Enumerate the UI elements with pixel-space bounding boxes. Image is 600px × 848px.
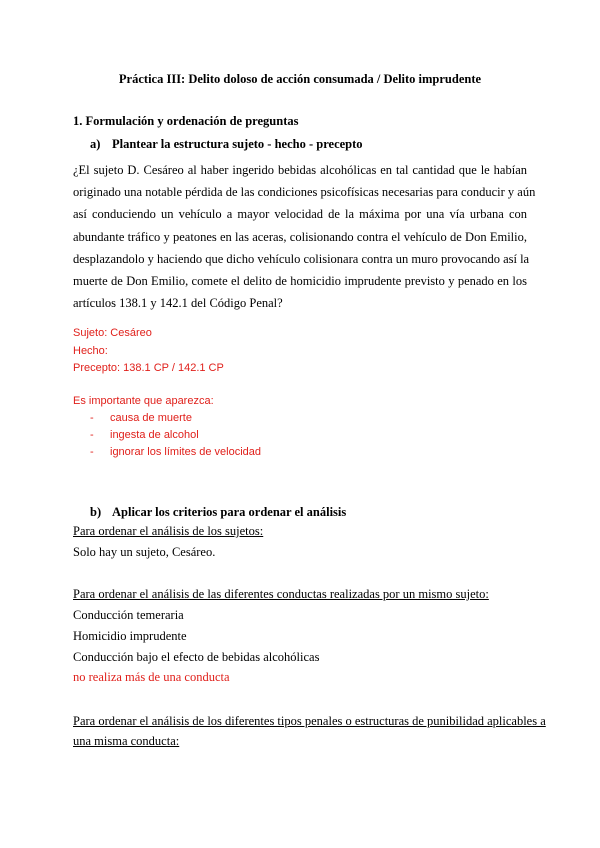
subsection-b-label: b) (90, 505, 102, 519)
bullet-dash: - (90, 446, 94, 458)
page-title: Práctica III: Delito doloso de acción consumada / Delito imprudente (118, 72, 482, 86)
question-line: artículos 138.1 y 142.1 del Código Penal? (73, 296, 283, 311)
question-line: muerte de Don Emilio, comete el delito de homicidio imprudente previsto y penado en los (73, 273, 527, 288)
subsection-a-label: a) (90, 137, 101, 151)
tipos-heading-line2: una misma conducta: (73, 734, 180, 748)
conducta-item: Conducción bajo el efecto de bebidas alcohólicas (73, 650, 320, 664)
subsection-b-heading (90, 505, 346, 520)
question-line: desplazandolo y haciendo que dicho vehículo colisionara contra un muro provocando así la (73, 251, 530, 266)
importante-heading: Es importante que aparezca: (73, 395, 214, 407)
bullet-item: causa de muerte (110, 412, 192, 424)
subsection-a-text: Plantear la estructura sujeto - hecho - precepto (112, 137, 363, 151)
sujetos-text: Solo hay un sujeto, Cesáreo. (73, 545, 216, 559)
sujetos-heading: Para ordenar el análisis de los sujetos: (73, 524, 264, 538)
bullet-item: ingesta de alcohol (110, 429, 199, 441)
question-line: abundante tráfico y peatones en las aceras, colisionando contra el vehículo de Don Emilio, (73, 229, 527, 244)
section-heading: 1. Formulación y ordenación de preguntas (73, 114, 299, 128)
conducta-item: Conducción temeraria (73, 608, 184, 622)
sujeto-line: Sujeto: Cesáreo (73, 327, 152, 339)
hecho-line: Hecho: (73, 345, 108, 357)
bullet-item: ignorar los límites de velocidad (110, 446, 262, 458)
subsection-b-text: Aplicar los criterios para ordenar el análisis (112, 505, 347, 519)
conducta-item: Homicidio imprudente (73, 629, 187, 643)
precepto-line: Precepto: 138.1 CP / 142.1 CP (73, 362, 224, 374)
question-line: ¿El sujeto D. Cesáreo al haber ingerido bebidas alcohólicas en tal cantidad que le habían (73, 163, 527, 177)
question-line: originado una notable pérdida de las condiciones psicofísicas necesarias para conducir y aún (73, 185, 536, 200)
question-paragraph (73, 159, 536, 314)
conductas-note: no realiza más de una conducta (73, 670, 230, 684)
bullet-dash: - (90, 412, 94, 424)
subsection-a-heading (90, 137, 363, 152)
question-line: así conduciendo un vehículo a mayor velocidad de la máxima por una vía urbana con (73, 207, 527, 222)
tipos-heading-line1: Para ordenar el análisis de los diferentes tipos penales o estructuras de punibilidad aplicables a (73, 714, 546, 728)
bullet-dash: - (90, 429, 94, 441)
conductas-heading: Para ordenar el análisis de las diferentes conductas realizadas por un mismo sujeto: (73, 587, 489, 601)
